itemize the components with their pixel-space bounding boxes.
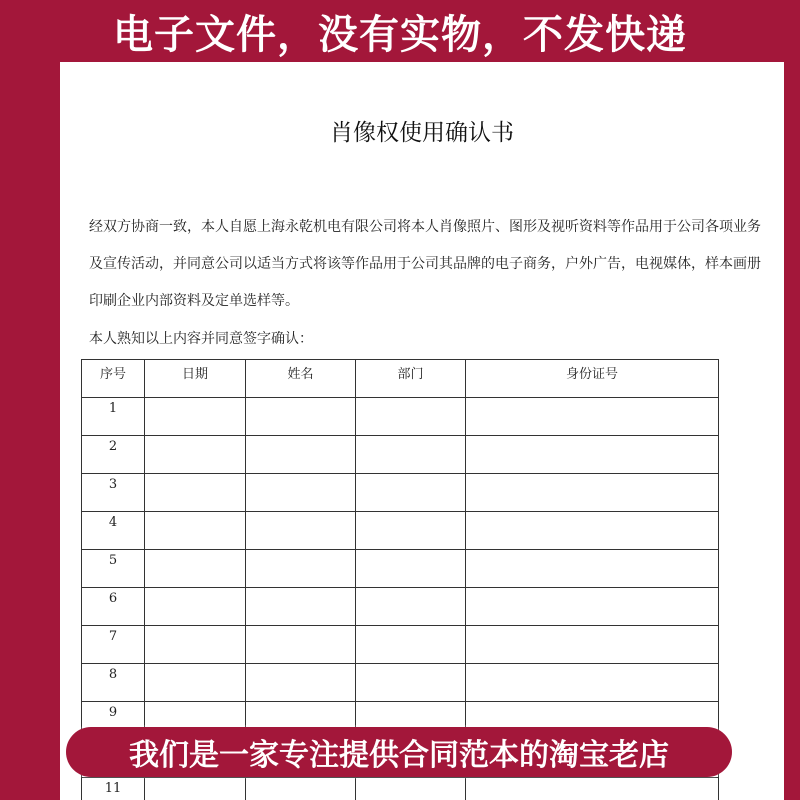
signature-date-cell[interactable] [145,588,246,626]
header-id-number: 身份证号 [466,360,719,398]
row-number: 5 [82,550,145,588]
table-row [82,778,719,800]
header-serial: 序号 [82,360,145,398]
signature-date-cell[interactable] [145,664,246,702]
signature-name-cell[interactable] [246,588,356,626]
signature-name-cell[interactable] [246,550,356,588]
signature-id-cell[interactable] [466,778,719,800]
signature-date-cell[interactable] [145,474,246,512]
signature-date-cell[interactable] [145,436,246,474]
document-title: 肖像权使用确认书 [330,120,514,146]
top-banner: 电子文件，没有实物，不发快递 [113,11,687,58]
signature-name-cell[interactable] [246,778,356,800]
signature-department-cell[interactable] [356,474,466,512]
row-number: 1 [82,398,145,436]
row-number: 2 [82,436,145,474]
document-paragraph-1: 经双方协商一致，本人自愿上海永乾机电有限公司将本人肖像照片、图形及视听资料等作品用于公司各项业务及宣传活动，并同意公司以适当方式将该等作品用于公司其品牌的电子商务，户外广告，电视媒体，样本画册印刷企业内部资料及定单选样等。 [89,219,761,309]
header-name: 姓名 [246,360,356,398]
row-number: 8 [82,664,145,702]
signature-date-cell[interactable] [145,512,246,550]
signature-department-cell[interactable] [356,436,466,474]
table-row [82,664,719,702]
row-number: 7 [82,626,145,664]
row-number: 3 [82,474,145,512]
signature-date-cell[interactable] [145,778,246,800]
signature-department-cell[interactable] [356,398,466,436]
signature-id-cell[interactable] [466,664,719,702]
signature-date-cell[interactable] [145,626,246,664]
header-date: 日期 [145,360,246,398]
table-row [82,474,719,512]
signature-date-cell[interactable] [145,398,246,436]
table-row [82,512,719,550]
header-department: 部门 [356,360,466,398]
signature-department-cell[interactable] [356,664,466,702]
signature-name-cell[interactable] [246,626,356,664]
signature-id-cell[interactable] [466,436,719,474]
row-number: 4 [82,512,145,550]
signature-id-cell[interactable] [466,398,719,436]
table-row [82,436,719,474]
signature-id-cell[interactable] [466,588,719,626]
signature-id-cell[interactable] [466,626,719,664]
bottom-banner: 我们是一家专注提供合同范本的淘宝老店 [66,727,732,777]
table-row [82,588,719,626]
document-page [60,62,784,800]
signature-department-cell[interactable] [356,626,466,664]
row-number: 6 [82,588,145,626]
row-number: 11 [82,778,145,800]
table-row [82,398,719,436]
table-row [82,550,719,588]
signature-department-cell[interactable] [356,512,466,550]
table-header-row [82,360,719,398]
signature-name-cell[interactable] [246,664,356,702]
signature-id-cell[interactable] [466,550,719,588]
signature-department-cell[interactable] [356,588,466,626]
document-paragraph-2: 本人熟知以上内容并同意签字确认： [89,331,313,347]
signature-id-cell[interactable] [466,512,719,550]
table-row [82,626,719,664]
row-number: 9 [82,702,145,740]
signature-name-cell[interactable] [246,512,356,550]
signature-date-cell[interactable] [145,550,246,588]
signature-department-cell[interactable] [356,550,466,588]
signature-department-cell[interactable] [356,778,466,800]
signature-name-cell[interactable] [246,474,356,512]
signature-name-cell[interactable] [246,398,356,436]
signature-id-cell[interactable] [466,474,719,512]
signature-name-cell[interactable] [246,436,356,474]
